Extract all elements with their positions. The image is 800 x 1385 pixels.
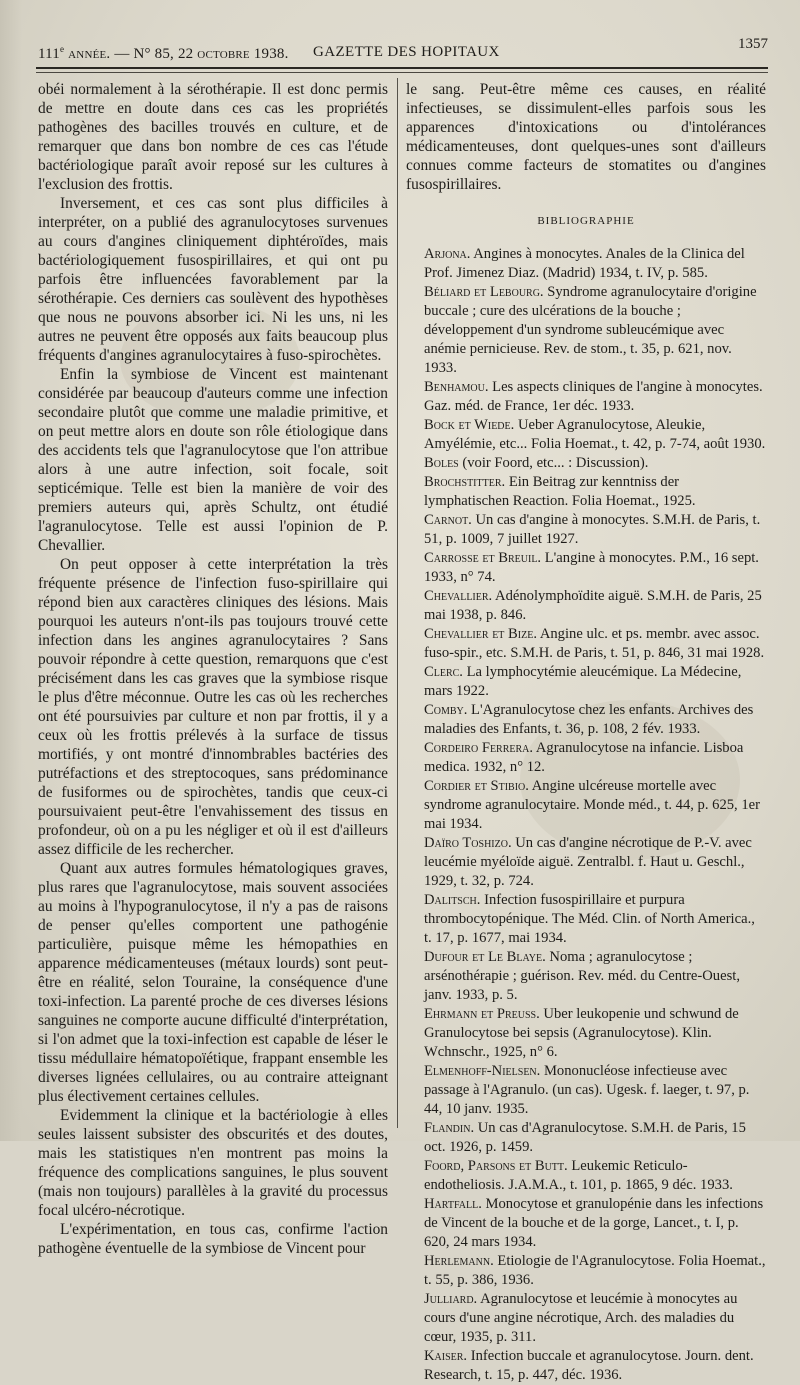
bibliography-entry xyxy=(406,739,766,777)
left-column xyxy=(38,80,388,1258)
bibliography-entry xyxy=(406,834,766,891)
bibliography-entry xyxy=(406,1347,766,1385)
bibliography-reference: Uber leukopenie und schwund de Granulocytose bei sepsis (Agranulocytose). Klin. Wchnschr., 1925, n° 6. xyxy=(424,1006,739,1060)
bibliography-entry xyxy=(406,549,766,587)
page-number: 1357 xyxy=(738,36,768,52)
bibliography-reference: Angines à monocytes. Anales de la Clinica del Prof. Jimenez Diaz. (Madrid) 1934, t. IV, p. 585. xyxy=(424,246,745,281)
header-rule-thin xyxy=(36,72,768,73)
bibliography-reference: Mononucléose infectieuse avec passage à l'Agranulo. (un cas). Ugesk. f. laeger, t. 97, p. 44, 10 janv. 1935. xyxy=(424,1063,750,1117)
bibliography-reference: Agranulocytose na infancie. Lisboa medica. 1932, n° 12. xyxy=(424,740,744,775)
header-rule xyxy=(36,67,768,69)
bibliography-entry xyxy=(406,245,766,283)
bibliography-entry xyxy=(406,1252,766,1290)
journal-title: GAZETTE DES HOPITAUX xyxy=(313,44,500,60)
paragraph: Inversement, et ces cas sont plus difficiles à interpréter, on a publié des agranulocytoses survenues au cours d'angines cliniquement diphtéroïdes, mais bactériologiquement fusospirillaires, et qui ont pu parfois être influencées favorablement par la sérothérapie. Ces derniers cas soulèvent des hypothèses que nous ne pouvons absorber ici. Ni les uns, ni les autres ne peuvent être opposés aux faits beaucoup plus fréquents d'angines agranulocytaires à fuso-spirochètes. xyxy=(38,195,388,364)
bibliography-entry xyxy=(406,454,766,473)
bibliography-author: Dufour et Le Blaye. xyxy=(424,949,546,965)
paragraph: le sang. Peut-être même ces causes, en réalité infectieuses, se dissimulent-elles parfois sous les apparences d'intoxications ou d'intolérances médicamenteuses, dont quelques-unes sont d'ailleurs connues comme facteurs de stomatites ou d'angines fusospirillaires. xyxy=(406,81,766,193)
bibliography-author: Elmenhoff-Nielsen. xyxy=(424,1063,541,1079)
bibliography-author: Comby. xyxy=(424,702,468,718)
bibliography-entry xyxy=(406,1290,766,1347)
column-divider xyxy=(397,78,398,1128)
bibliography-author: Carrosse et Breuil. xyxy=(424,550,542,566)
page-edge-shadow xyxy=(0,0,22,1141)
bibliography-author: Herlemann. xyxy=(424,1253,494,1269)
bibliography-author: Ehrmann et Preuss. xyxy=(424,1006,540,1022)
issue-info xyxy=(38,44,289,63)
right-column xyxy=(406,80,766,1385)
bibliography-entry xyxy=(406,473,766,511)
bibliography-author: Hartfall. xyxy=(424,1196,482,1212)
bibliography-author: Cordeiro Ferrera. xyxy=(424,740,534,756)
page-header xyxy=(38,38,768,64)
bibliography-reference: Angine ulc. et ps. membr. avec assoc. fuso-spir., etc. S.M.H. de Paris, t. 51, p. 846, 31 mai 1928. xyxy=(424,626,765,661)
bibliography-entry xyxy=(406,511,766,549)
bibliography-author: Arjona. xyxy=(424,246,471,262)
bibliography-entry xyxy=(406,891,766,948)
bibliography-reference: Agranulocytose et leucémie à monocytes au cours d'une angine nécrotique, Arch. des maladies du cœur, 1935, p. 311. xyxy=(424,1291,738,1345)
bibliography-reference: Ueber Agranulocytose, Aleukie, Amyélémie, etc... Folia Hoemat., t. 42, p. 7-74, août 1930. xyxy=(424,417,766,452)
bibliography-author: Boles xyxy=(424,455,459,471)
bibliography-entry xyxy=(406,1195,766,1252)
bibliography-reference: (voir Foord, etc... : Discussion). xyxy=(462,455,649,471)
bibliography-list xyxy=(406,245,766,1385)
bibliography-author: Daïro Toshizo. xyxy=(424,835,512,851)
bibliography-author: Julliard. xyxy=(424,1291,478,1307)
bibliography-author: Brochstitter. xyxy=(424,474,506,490)
bibliography-author: Clerc. xyxy=(424,664,463,680)
issue-number: 111 xyxy=(38,46,60,62)
bibliography-author: Benhamou. xyxy=(424,379,489,395)
bibliography-entry xyxy=(406,701,766,739)
bibliography-author: Chevallier. xyxy=(424,588,493,604)
bibliography-heading: BIBLIOGRAPHIE xyxy=(537,215,635,227)
bibliography-entry xyxy=(406,283,766,378)
bibliography-reference: Infection fusospirillaire et purpura thrombocytopénique. The Méd. Clin. of North America., t. 17, p. 1677, mai 1934. xyxy=(424,892,755,946)
bibliography-reference: Angine ulcéreuse mortelle avec syndrome agranulocytaire. Monde méd., t. 44, p. 625, 1er mai 1934. xyxy=(424,778,760,832)
bibliography-author: Cordier et Stibio. xyxy=(424,778,529,794)
bibliography-reference: Leukemic Reticulo-endotheliosis. J.A.M.A., t. 101, p. 1865, 9 déc. 1933. xyxy=(424,1158,733,1193)
bibliography-reference: L'angine à monocytes. P.M., 16 sept. 1933, n° 74. xyxy=(424,550,759,585)
paragraph: Quant aux autres formules hématologiques graves, plus rares que l'agranulocytose, mais souvent associées au moins à l'hypogranulocytose, il n'y a pas de raisons de penser qu'elles comportent une pathogénie particulière, puisque même les hémopathies en apparence médicamenteuses (métaux lourds) sont peut-être en réalité, selon Touraine, la conséquence d'une toxi-infection. La parenté proche de ces diverses lésions sanguines ne comporte aucune difficulté d'interprétation, si l'on admet que la toxi-infection est capable de léser le tissu médullaire hématopoïétique, frappant ensemble les diverses lignées cellulaires, ou au contraire atteignant plus électivement certaines cellules. xyxy=(38,860,388,1105)
bibliography-reference: Infection buccale et agranulocytose. Journ. dent. Research, t. 15, p. 447, déc. 1936. xyxy=(424,1348,754,1383)
issue-date: année. — N° 85, 22 octobre 1938. xyxy=(64,46,289,62)
bibliography-entry xyxy=(406,1157,766,1195)
bibliography-entry xyxy=(406,416,766,454)
bibliography-reference: La lymphocytémie aleucémique. La Médecine, mars 1922. xyxy=(424,664,742,699)
bibliography-entry xyxy=(406,1062,766,1119)
paragraph: Enfin la symbiose de Vincent est maintenant considérée par beaucoup d'auteurs comme une infection secondaire plutôt que comme une maladie primitive, et on peut mettre alors en doute son rôle étiologique dans des accidents tels que l'agranulocytose que l'on attribue alors à une autre infection, soit focale, soit septicémique. Telle est bien la manière de voir des premiers auteurs qui, après Schultz, ont étudié l'agranulocytose. Telle est aussi l'opinion de P. Chevallier. xyxy=(38,366,388,554)
bibliography-entry xyxy=(406,378,766,416)
bibliography-author: Flandin. xyxy=(424,1120,475,1136)
bibliography-reference: Syndrome agranulocytaire d'origine buccale ; cure des ulcérations de la bouche ; développement d'un syndrome subleucémique avec anémie pernicieuse. Rev. de stom., t. 35, p. 621, nov. 1933. xyxy=(424,284,757,376)
bibliography-author: Kaiser. xyxy=(424,1348,468,1364)
bibliography-author: Foord, Parsons et Butt. xyxy=(424,1158,568,1174)
bibliography-author: Bock et Wiede. xyxy=(424,417,515,433)
bibliography-reference: Monocytose et granulopénie dans les infections de Vincent de la bouche et de la gorge, Lancet., t. I, p. 620, 24 mars 1934. xyxy=(424,1196,764,1250)
bibliography-reference: Adénolymphoïdite aiguë. S.M.H. de Paris, 25 mai 1938, p. 846. xyxy=(424,588,762,623)
bibliography-entry xyxy=(406,1119,766,1157)
bibliography-author: Béliard et Lebourg. xyxy=(424,284,544,300)
bibliography-reference: Un cas d'angine nécrotique de P.-V. avec leucémie myéloïde aiguë. Zentralbl. f. Haut u. Geschl., 1929, t. 32, p. 724. xyxy=(424,835,752,889)
paragraph: L'expérimentation, en tous cas, confirme l'action pathogène éventuelle de la symbiose de Vincent pour xyxy=(38,1221,388,1257)
bibliography-reference: Etiologie de l'Agranulocytose. Folia Hoemat., t. 55, p. 386, 1936. xyxy=(424,1253,766,1288)
bibliography-reference: Les aspects cliniques de l'angine à monocytes. Gaz. méd. de France, 1er déc. 1933. xyxy=(424,379,763,414)
paragraph: obéi normalement à la sérothérapie. Il est donc permis de mettre en doute dans ces cas les propriétés pathogènes des bacilles trouvés en culture, et de remarquer que dans bon nombre de ces cas l'étude bactériologique paraît avoir reposé sur les cultures à l'exclusion des frottis. xyxy=(38,81,388,193)
bibliography-entry xyxy=(406,663,766,701)
bibliography-author: Dalitsch. xyxy=(424,892,481,908)
paragraph: Evidemment la clinique et la bactériologie à elles seules laissent subsister des obscurités et des doutes, mais les statistiques n'en montrent pas moins la fréquence des complications sanguines, le plus souvent (mais non toujours) parallèles à la gravité du processus focal ulcéro-nécrotique. xyxy=(38,1107,388,1219)
bibliography-reference: Un cas d'Agranulocytose. S.M.H. de Paris, 15 oct. 1926, p. 1459. xyxy=(424,1120,746,1155)
bibliography-author: Chevallier et Bize. xyxy=(424,626,537,642)
bibliography-entry xyxy=(406,777,766,834)
bibliography-entry xyxy=(406,948,766,1005)
bibliography-entry xyxy=(406,1005,766,1062)
issue-superscript: e xyxy=(60,44,65,54)
bibliography-reference: Ein Beitrag zur kenntniss der lymphatischen Reaction. Folia Hoemat., 1925. xyxy=(424,474,696,509)
bibliography-reference: Un cas d'angine à monocytes. S.M.H. de Paris, t. 51, p. 1009, 7 juillet 1927. xyxy=(424,512,761,547)
bibliography-reference: L'Agranulocytose chez les enfants. Archives des maladies des Enfants, t. 36, p. 108, 2 fév. 1933. xyxy=(424,702,754,737)
bibliography-entry xyxy=(406,625,766,663)
paragraph: On peut opposer à cette interprétation la très fréquente présence de l'infection fuso-spirillaire qui répond bien aux caractères cliniques des lésions. Mais pourquoi les auteurs n'ont-ils pas toujours trouvé cette infection dans les angines agranulocytaires ? Sans pouvoir répondre à cette question, remarquons que c'est précisément dans les cas graves que la symbiose risque le plus d'être méconnue. Outre les cas où les recherches ont été poursuivies par culture et non par frottis, il y a ceux où les frottis prélevés à la surface de tissus mortifiés, y ont montré d'innombrables bactéries des putréfactions et des streptocoques, sans prédominance de fusiformes ou de spirochètes, tandis que ceux-ci poursuivaient peut-être l'envahissement des tissus en profondeur, où on a pu les négliger et où il est d'ailleurs assez difficile de les rechercher. xyxy=(38,556,388,858)
bibliography-reference: Noma ; agranulocytose ; arsénothérapie ; guérison. Rev. méd. du Centre-Ouest, janv. 1933, p. 5. xyxy=(424,949,740,1003)
bibliography-author: Carnot. xyxy=(424,512,472,528)
bibliography-entry xyxy=(406,587,766,625)
